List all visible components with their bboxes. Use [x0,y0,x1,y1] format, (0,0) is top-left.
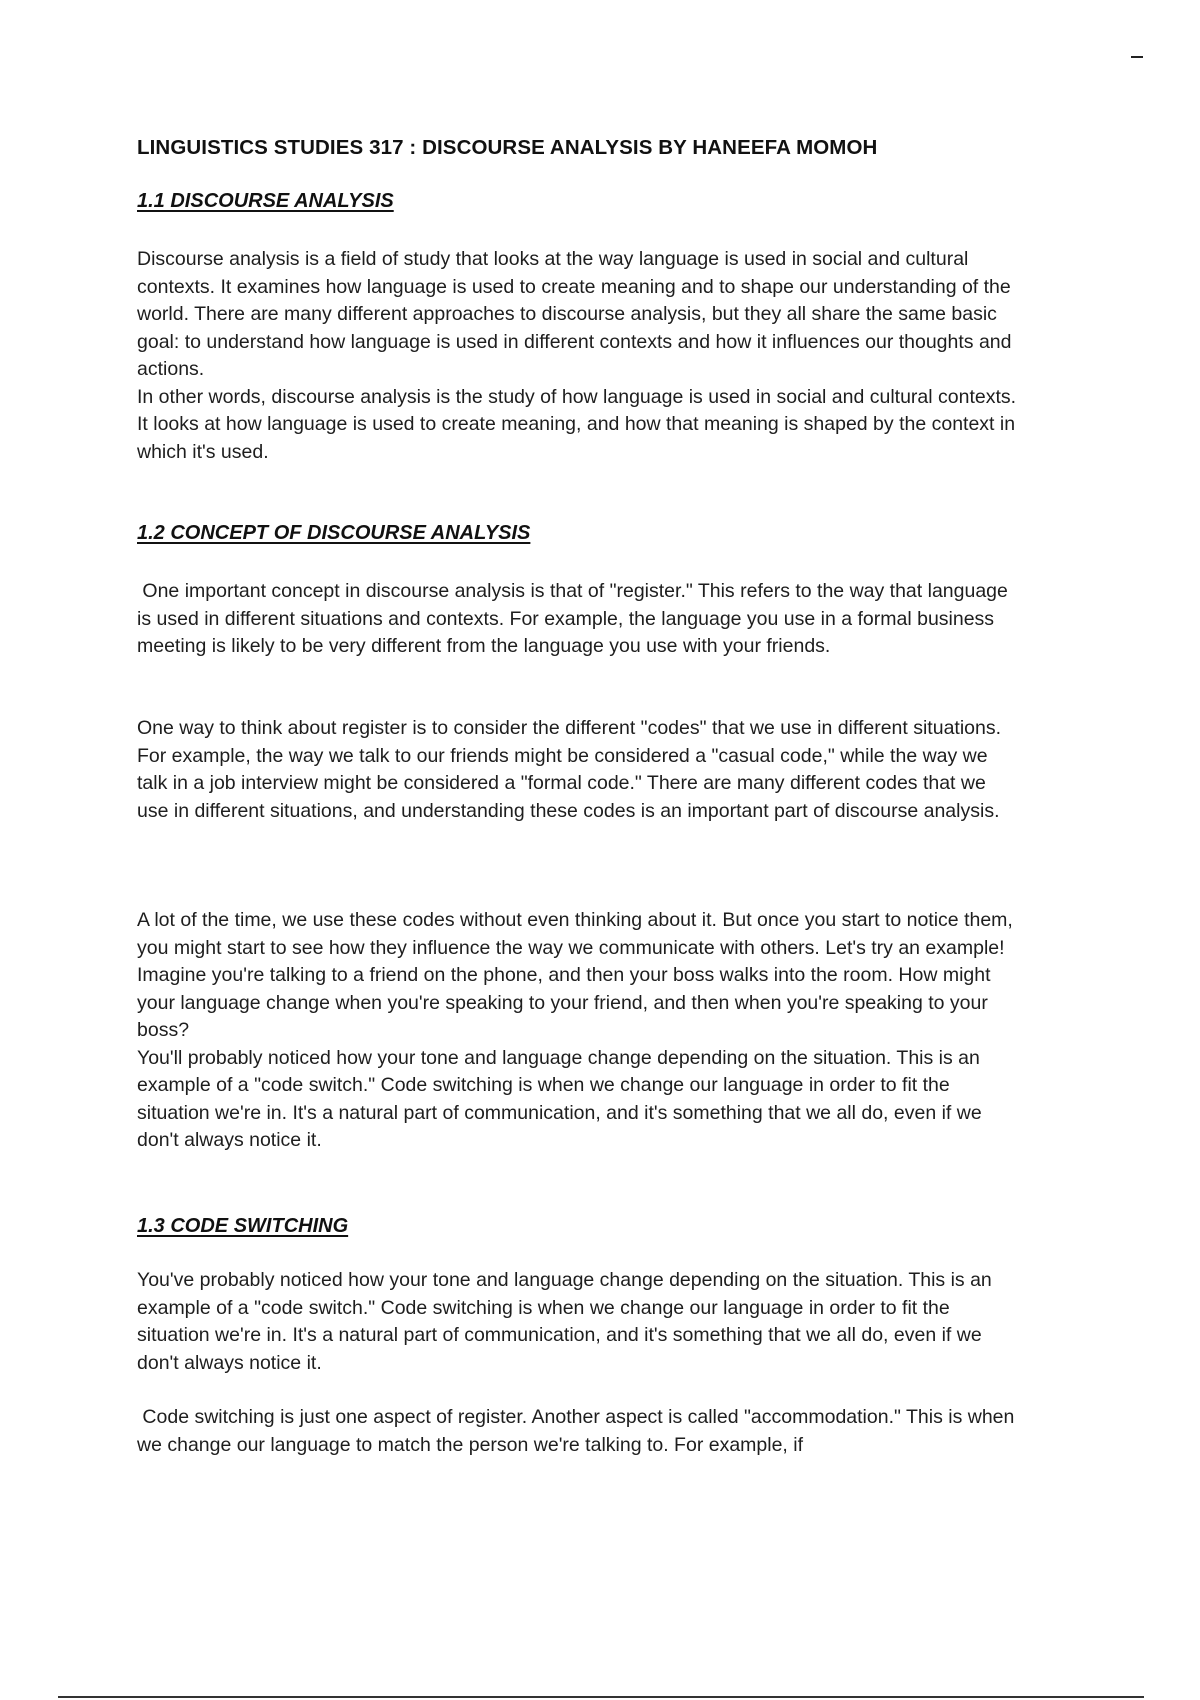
paragraph: A lot of the time, we use these codes without even thinking about it. But once you start to notice them, you might start to see how they influence the way we communicate with others. Let's try an example! Imagine you're talking to a friend on the phone, and then your boss walks into the room. How might your language change when you're speaking to your friend, and then when you're speaking to your boss? You'll probably noticed how your tone and language change depending on the situation. This is an example of a "code switch." Code switching is when we change our language in order to fit the situation we're in. It's a natural part of communication, and it's something that we all do, even if we don't always notice it. [137,909,1013,1151]
document-title: LINGUISTICS STUDIES 317 : DISCOURSE ANALYSIS BY HANEEFA MOMOH [137,136,878,159]
paragraph: You've probably noticed how your tone and language change depending on the situation. This is an example of a "code switch." Code switching is when we change our language in order to fit the situation we're in. It's a natural part of communication, and it's something that we all do, even if we don't always notice it. [137,1269,992,1374]
paragraph: Discourse analysis is a field of study that looks at the way language is used in social and cultural contexts. It examines how language is used to create meaning and to shape our understanding of the world. There are many different approaches to discourse analysis, but they all share the same basic goal: to understand how language is used in different contexts and how it influences our thoughts and actions. In other words, discourse analysis is the study of how language is used in social and cultural contexts. It looks at how language is used to create meaning, and how that meaning is shaped by the context in which it's used. [137,248,1017,463]
page-marker-dash [1131,56,1143,58]
page-bottom-rule [58,1696,1144,1698]
paragraph: One way to think about register is to consider the different "codes" that we use in different situations. For example, the way we talk to our friends might be considered a "casual code," while the way we talk in a job interview might be considered a "formal code." There are many different codes that we use in different situations, and understanding these codes is an important part of discourse analysis. [137,717,1002,822]
paragraph: Code switching is just one aspect of register. Another aspect is called "accommodation." This is when we change our language to match the person we're talking to. For example, if [137,1406,1020,1456]
section-heading-concept: 1.2 CONCEPT OF DISCOURSE ANALYSIS [137,522,531,544]
paragraph: One important concept in discourse analysis is that of "register." This refers to the way that language is used in different situations and contexts. For example, the language you use in a formal business meeting is likely to be very different from the language you use with your friends. [137,580,1014,657]
section-heading-discourse-analysis: 1.1 DISCOURSE ANALYSIS [137,190,394,212]
section-heading-code-switching: 1.3 CODE SWITCHING [137,1215,349,1237]
